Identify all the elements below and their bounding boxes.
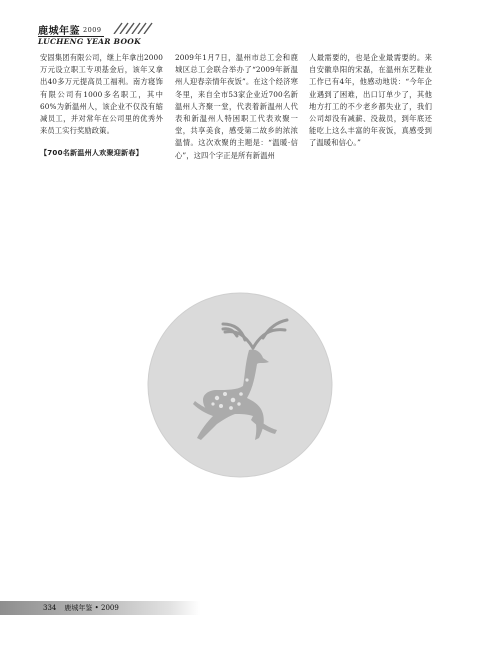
running-header [38,22,198,56]
header-title-text: 鹿城年鉴 [38,26,80,37]
footer-year: 2009 [100,604,119,612]
deer-emblem-watermark [145,290,335,480]
header-title [38,22,102,37]
section-subheading: 【700名新温州人欢聚迎新春】 [40,148,143,158]
text-column-2 [175,52,298,162]
footer-book-title: 鹿城年鉴 [64,604,93,612]
paragraph-new-wenzhou-dinner: 2009年1月7日，温州市总工会和鹿城区总工会联合举办了“2009年新温州人迎春亲情年夜饭”。在这个经济寒冬里，来自全市53家企业近700名新温州人齐聚一堂，代表着新温州人代表和新温州人特困职工代表欢聚一堂，共享美食，感受第二故乡的浓浓温情。这次欢聚的主题是：“温暖·信心”，这四个字正是所有新温州 [175,53,298,160]
header-subtitle: LUCHENG YEAR BOOK [38,37,141,46]
text-column-3 [309,52,432,150]
text-column-1 [40,52,163,160]
footer-dot: • [94,604,99,612]
header-year: 2009 [83,26,102,34]
header-slash-ornament [108,22,168,34]
paragraph-song-lei-quote: 人最需要的，也是企业最需要的。来自安徽阜阳的宋磊，在温州东艺鞋业工作已有4年，他感动地说：“今年企业遇到了困难，出口订单少了，其他地方打工的不少老乡都失业了，我们公司却没有减薪、没裁员，到年底还能吃上这么丰富的年夜饭，真感受到了温暖和信心。” [309,53,432,148]
paragraph-anggu: 安固集团有限公司，继上年拿出2000万元设立职工专项基金后，该年又拿出40多万元提高员工福利。南方寝饰有限公司有1000多名职工，其中60%为新温州人，该企业不仅没有缩减员工，并对常年在公司里的优秀外来员工实行奖励政策。 [40,53,163,136]
page-footer [43,603,119,613]
page-number: 334 [43,604,57,612]
